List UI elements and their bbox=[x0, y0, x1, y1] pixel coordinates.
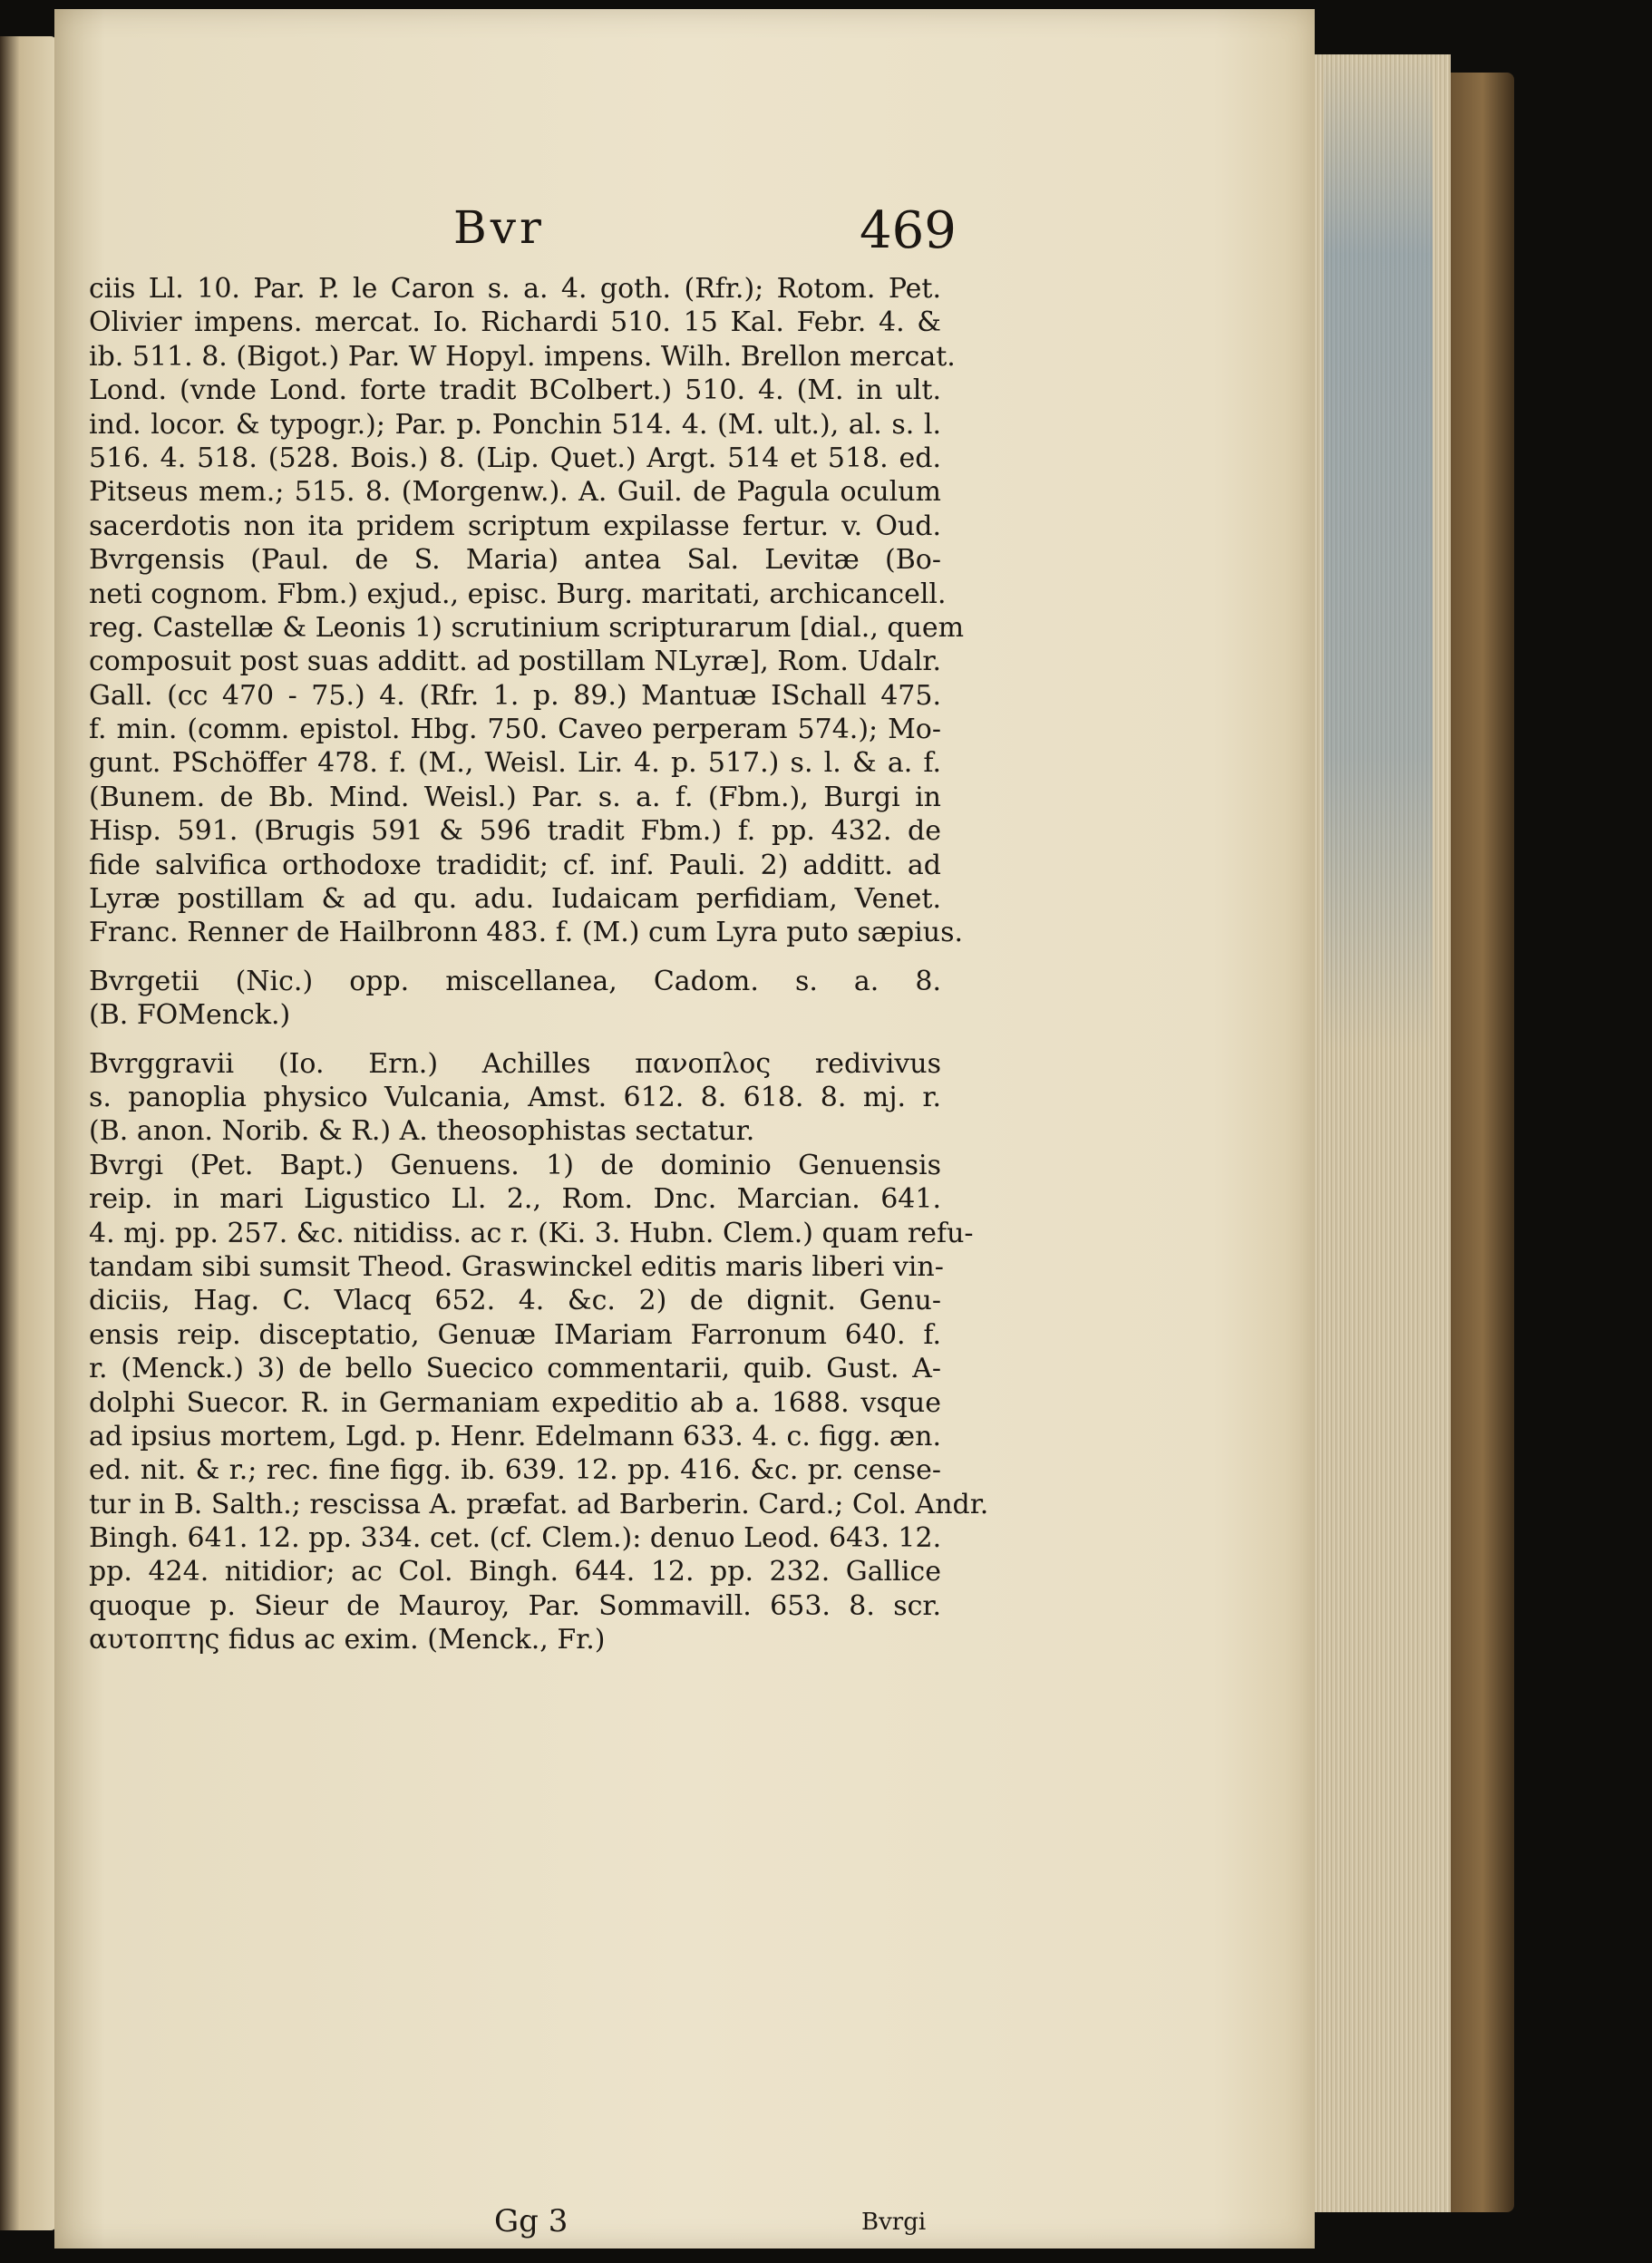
text-line: ad ipsius mortem, Lgd. p. Henr. Edelmann 633. 4. c. figg. æn. bbox=[89, 1420, 941, 1452]
facing-page-edge bbox=[0, 36, 56, 2230]
text-line: αυτοπτης fidus ac exim. (Menck., Fr.) bbox=[89, 1624, 606, 1656]
text-line: Gall. (cc 470 - 75.) 4. (Rfr. 1. p. 89.) Mantuæ ISchall 475. bbox=[89, 679, 941, 712]
text-line: neti cognom. Fbm.) exjud., episc. Burg. maritati, archicancell. bbox=[89, 578, 947, 610]
text-line: reip. in mari Ligustico Ll. 2., Rom. Dnc. Marcian. 641. bbox=[89, 1183, 941, 1216]
text-line: ed. nit. & r.; rec. fine figg. ib. 639. 12. pp. 416. &c. pr. cense- bbox=[89, 1454, 941, 1487]
page-header bbox=[0, 201, 1652, 274]
text-line: tur in B. Salth.; rescissa A. præfat. ad Barberin. Card.; Col. Andr. bbox=[89, 1488, 989, 1520]
text-line: r. (Menck.) 3) de bello Suecico commentarii, quib. Gust. A- bbox=[89, 1353, 941, 1385]
catchword: Bvrgi bbox=[861, 2209, 927, 2236]
text-line: diciis, Hag. C. Vlacq 652. 4. &c. 2) de dignit. Genu- bbox=[89, 1285, 941, 1317]
text-line: 4. mj. pp. 257. &c. nitidiss. ac r. (Ki. 3. Hubn. Clem.) quam refu- bbox=[89, 1217, 974, 1249]
text-line: Bingh. 641. 12. pp. 334. cet. (cf. Clem.): denuo Leod. 643. 12. bbox=[89, 1522, 942, 1555]
text-line: (B. FOMenck.) bbox=[89, 999, 291, 1032]
text-line: Franc. Renner de Hailbronn 483. f. (M.) cum Lyra puto sæpius. bbox=[89, 917, 964, 949]
text-line: dolphi Suecor. R. in Germaniam expeditio ab a. 1688. vsque bbox=[89, 1386, 941, 1419]
page-block-edge bbox=[1315, 54, 1451, 2212]
text-line: Hisp. 591. (Brugis 591 & 596 tradit Fbm.) f. pp. 432. de bbox=[89, 815, 941, 848]
text-line: composuit post suas additt. ad postillam NLyræ], Rom. Udalr. bbox=[89, 646, 941, 678]
text-line: sacerdotis non ita pridem scriptum expilasse fertur. v. Oud. bbox=[89, 510, 941, 542]
text-line: f. min. (comm. epistol. Hbg. 750. Caveo perperam 574.); Mo- bbox=[89, 714, 941, 746]
text-line: pp. 424. nitidior; ac Col. Bingh. 644. 12. pp. 232. Gallice bbox=[89, 1556, 941, 1588]
text-line: Olivier impens. mercat. Io. Richardi 510. 15 Kal. Febr. 4. & bbox=[89, 306, 941, 339]
text-line: Bvrgi (Pet. Bapt.) Genuens. 1) de dominio Genuensis bbox=[89, 1149, 941, 1181]
text-line: ib. 511. 8. (Bigot.) Par. W Hopyl. impens. Wilh. Brellon mercat. bbox=[89, 340, 956, 373]
text-line: (Bunem. de Bb. Mind. Weisl.) Par. s. a. f. (Fbm.), Burgi in bbox=[89, 781, 941, 813]
text-line: gunt. PSchöffer 478. f. (M., Weisl. Lir. 4. p. 517.) s. l. & a. f. bbox=[89, 747, 941, 780]
text-line: Bvrgetii (Nic.) opp. miscellanea, Cadom. s. a. 8. bbox=[89, 965, 941, 997]
text-line: s. panoplia physico Vulcania, Amst. 612. 8. 618. 8. mj. r. bbox=[89, 1081, 941, 1113]
book-cover-edge bbox=[1451, 73, 1514, 2212]
text-line: fide salvifica orthodoxe tradidit; cf. inf. Pauli. 2) additt. ad bbox=[89, 849, 941, 881]
text-line: Bvrgensis (Paul. de S. Maria) antea Sal. Levitæ (Bo- bbox=[89, 544, 941, 577]
text-line: (B. anon. Norib. & R.) A. theosophistas sectatur. bbox=[89, 1115, 755, 1148]
page-footer bbox=[0, 2203, 1652, 2248]
text-line: Bvrggravii (Io. Ern.) Achilles πανοπλος redivivus bbox=[89, 1047, 941, 1080]
signature-mark: Gg 3 bbox=[494, 2203, 568, 2239]
text-line: ciis Ll. 10. Par. P. le Caron s. a. 4. goth. (Rfr.); Rotom. Pet. bbox=[89, 273, 941, 305]
running-head: Bvr bbox=[453, 201, 545, 254]
text-line: ensis reip. disceptatio, Genuæ IMariam Farronum 640. f. bbox=[89, 1318, 941, 1351]
text-line: 516. 4. 518. (528. Bois.) 8. (Lip. Quet.) Argt. 514 et 518. ed. bbox=[89, 442, 941, 474]
text-line: Pitseus mem.; 515. 8. (Morgenw.). A. Guil. de Pagula oculum bbox=[89, 476, 941, 509]
text-line: reg. Castellæ & Leonis 1) scrutinium scripturarum [dial., quem bbox=[89, 611, 965, 644]
text-line: quoque p. Sieur de Mauroy, Par. Sommavill. 653. 8. scr. bbox=[89, 1589, 941, 1622]
text-line: ind. locor. & typogr.); Par. p. Ponchin 514. 4. (M. ult.), al. s. l. bbox=[89, 408, 941, 441]
text-line: Lyræ postillam & ad qu. adu. Iudaicam perfidiam, Venet. bbox=[89, 883, 941, 916]
text-body bbox=[89, 272, 989, 1657]
page-number: 469 bbox=[860, 201, 957, 260]
text-line: Lond. (vnde Lond. forte tradit BColbert.) 510. 4. (M. in ult. bbox=[89, 374, 941, 407]
text-line: tandam sibi sumsit Theod. Graswinckel editis maris liberi vin- bbox=[89, 1250, 944, 1283]
